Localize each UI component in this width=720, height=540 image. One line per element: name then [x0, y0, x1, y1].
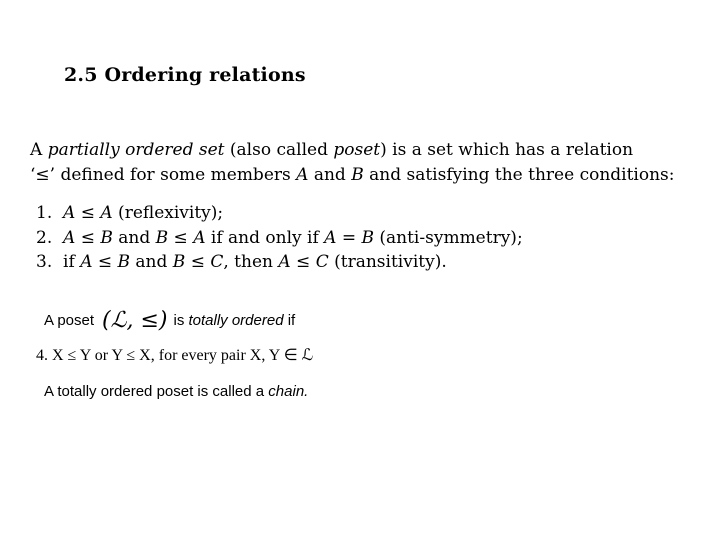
term-chain: chain. [268, 383, 309, 400]
condition-reflexivity [36, 203, 223, 223]
definition-text: ) is a set which has a relation [380, 140, 634, 160]
condition-text: and [112, 228, 156, 248]
definition-text: and [308, 165, 352, 185]
condition-totality: 4. X ≤ Y or Y ≤ X, for every pair X, Y ∈ ℒ [36, 347, 314, 364]
condition-text: if and only if [205, 228, 325, 248]
definition-line-1 [30, 140, 633, 160]
condition-text: (transitivity). [328, 252, 447, 272]
totally-ordered-definition [44, 306, 295, 331]
chain-prefix: A totally ordered poset is called a [44, 383, 269, 400]
definition-line-2 [30, 165, 675, 185]
definition-text: (also called [224, 140, 334, 160]
poset-mid: is [173, 312, 189, 329]
definition-text: A [30, 140, 48, 160]
condition-math: A ≤ A [63, 203, 113, 223]
condition-anti-symmetry [36, 228, 523, 248]
poset-prefix: A poset [44, 312, 95, 329]
condition-text: if [63, 252, 81, 272]
term-totally-ordered: totally ordered [188, 312, 284, 329]
condition-text: and [130, 252, 173, 272]
condition-math: A = B [324, 228, 374, 248]
section-title: 2.5 Ordering relations [64, 64, 306, 86]
condition-math: A ≤ B [63, 228, 113, 248]
condition-text: , then [223, 252, 279, 272]
condition-math: A ≤ C [278, 252, 329, 272]
condition-number: 1. [36, 203, 53, 223]
poset-math: (ℒ, ≤) [102, 308, 168, 333]
condition-math: A ≤ B [80, 252, 131, 272]
poset-suffix: if [283, 312, 296, 329]
definition-text: ‘≤’ defined for some members [30, 165, 297, 185]
chain-definition [44, 383, 308, 400]
term-poset: poset [333, 140, 381, 160]
condition-text: (anti-symmetry); [373, 228, 523, 248]
condition-transitivity [36, 252, 447, 272]
math-var: A [296, 165, 309, 185]
term-partially-ordered-set: partially ordered set [47, 140, 225, 160]
condition-number: 2. [36, 228, 53, 248]
math-var: B [351, 165, 364, 185]
condition-math: B ≤ A [155, 228, 206, 248]
condition-text: (reflexivity); [112, 203, 224, 223]
condition-math: B ≤ C [172, 252, 224, 272]
condition-number: 3. [36, 252, 53, 272]
definition-text: and satisfying the three conditions: [363, 165, 675, 185]
